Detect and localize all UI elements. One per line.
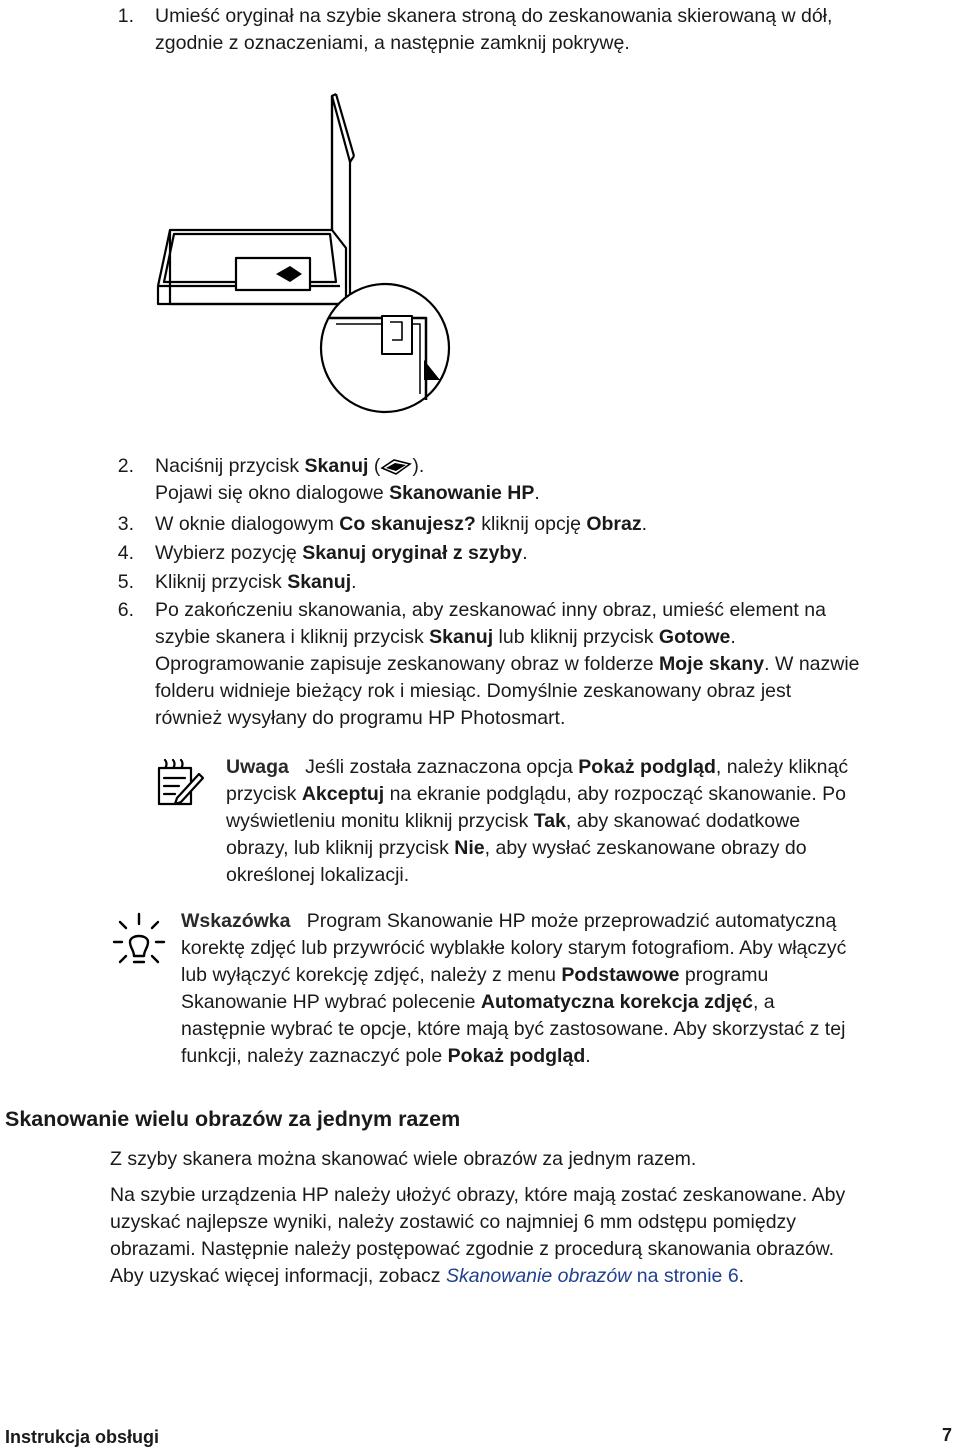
tip-line-2: korektę zdjęć lub przywrócić wyblakłe kolory starym fotografiom. Aby włączyć: [181, 937, 847, 959]
step-3-line-1: W oknie dialogowym Co skanujesz? kliknij opcję Obraz.: [155, 513, 648, 535]
note-line-5: określonej lokalizacji.: [226, 864, 410, 886]
section-p2-line-4: Aby uzyskać więcej informacji, zobacz Skanowanie obrazów na stronie 6.: [110, 1265, 745, 1287]
step-2-line-2: Pojawi się okno dialogowe Skanowanie HP.: [155, 482, 540, 504]
step-6-line-3: Oprogramowanie zapisuje zeskanowany obraz w folderze Moje skany. W nazwie: [155, 653, 860, 675]
note-line-3: wyświetleniu monitu kliknij przycisk Tak, aby skanować dodatkowe: [226, 810, 801, 832]
note-line-1: Uwaga Jeśli została zaznaczona opcja Pokaż podgląd, należy kliknąć: [226, 756, 849, 778]
step-6-line-4: folderu widnieje bieżący rok i miesiąc. Domyślnie zeskanowany obraz jest: [155, 680, 792, 702]
note-pencil-icon: [155, 756, 205, 808]
cross-reference-page-link[interactable]: na stronie 6: [631, 1265, 739, 1287]
step-6-line-2: szybie skanera i kliknij przycisk Skanuj lub kliknij przycisk Gotowe.: [155, 626, 736, 648]
step-number: 1.: [117, 5, 134, 27]
step-number: 5.: [117, 571, 134, 593]
step-1-line-2: zgodnie z oznaczeniami, a następnie zamknij pokrywę.: [155, 32, 630, 54]
section-p2-line-1: Na szybie urządzenia HP należy ułożyć obrazy, które mają zostać zeskanowane. Aby: [110, 1184, 846, 1206]
step-4-line-1: Wybierz pozycję Skanuj oryginał z szyby.: [155, 542, 528, 564]
step-6-line-1: Po zakończeniu skanowania, aby zeskanować inny obraz, umieść element na: [155, 599, 826, 621]
tip-line-5: następnie wybrać te opcje, które mają być zastosowane. Aby skorzystać z tej: [181, 1018, 846, 1040]
tip-line-6: funkcji, należy zaznaczyć pole Pokaż podgląd.: [181, 1045, 591, 1067]
tip-line-3: lub wyłączyć korekcję zdjęć, należy z menu Podstawowe programu: [181, 964, 769, 986]
step-5-line-1: Kliknij przycisk Skanuj.: [155, 571, 357, 593]
step-number: 3.: [117, 513, 134, 535]
section-title: Skanowanie wielu obrazów za jednym razem: [5, 1107, 461, 1131]
note-label: Uwaga: [226, 756, 289, 778]
step-2-line-1: Naciśnij przycisk Skanuj ( ).: [155, 455, 425, 477]
step-number: 2.: [117, 455, 134, 477]
note-line-2: przycisk Akceptuj na ekranie podglądu, aby rozpocząć skanowanie. Po: [226, 783, 847, 805]
tip-lightbulb-icon: [112, 910, 166, 970]
scan-button-icon: [380, 456, 412, 476]
footer-title: Instrukcja obsługi: [5, 1427, 160, 1447]
section-p2-line-3: obrazami. Następnie należy postępować zgodnie z procedurą skanowania obrazów.: [110, 1238, 835, 1260]
tip-label: Wskazówka: [181, 910, 291, 932]
step-number: 6.: [117, 599, 134, 621]
note-line-4: obrazy, lub kliknij przycisk Nie, aby wysłać zeskanowane obrazy do: [226, 837, 807, 859]
step-number: 4.: [117, 542, 134, 564]
section-p2-line-2: uzyskać najlepsze wyniki, należy zostawić co najmniej 6 mm odstępu pomiędzy: [110, 1211, 797, 1233]
scanner-illustration: [150, 90, 460, 420]
step-6-line-5: również wysyłany do programu HP Photosmart.: [155, 707, 566, 729]
page-number: 7: [941, 1425, 952, 1445]
tip-line-1: Wskazówka Program Skanowanie HP może przeprowadzić automatyczną: [181, 910, 837, 932]
tip-line-4: Skanowanie HP wybrać polecenie Automatyczna korekcja zdjęć, a: [181, 991, 775, 1013]
cross-reference-link[interactable]: Skanowanie obrazów: [445, 1265, 632, 1287]
step-1-line-1: Umieść oryginał na szybie skanera stroną do zeskanowania skierowaną w dół,: [155, 5, 833, 27]
section-paragraph-1: Z szyby skanera można skanować wiele obrazów za jednym razem.: [110, 1148, 697, 1170]
